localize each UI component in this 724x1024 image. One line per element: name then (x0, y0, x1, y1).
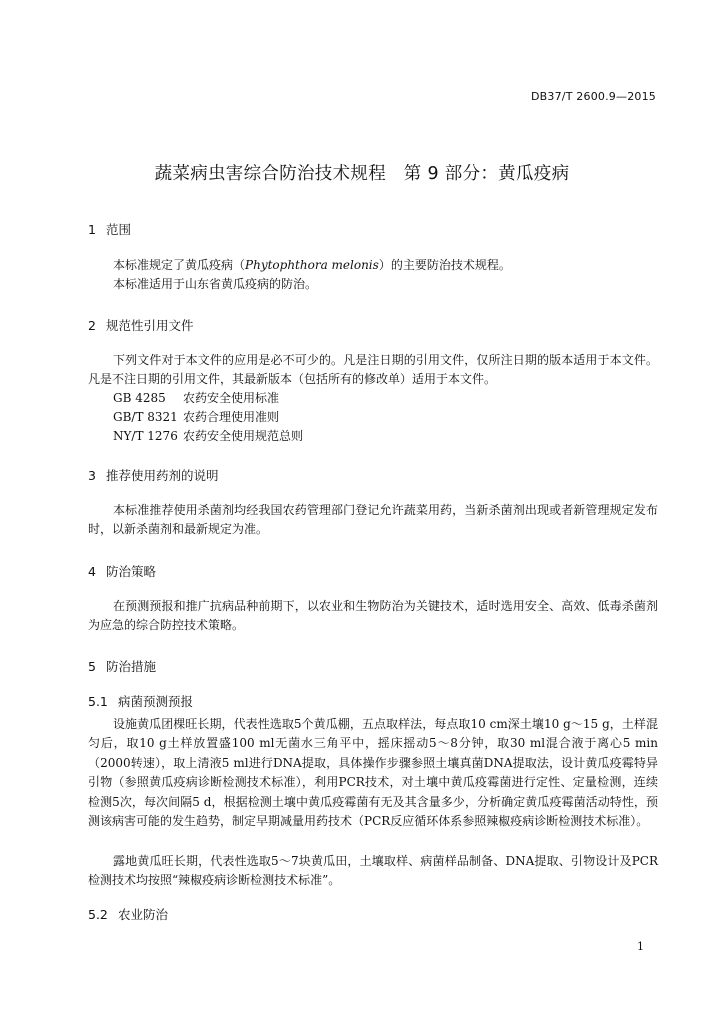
species-name: Phytophthora melonis (245, 258, 379, 272)
subsection-5-1-paragraph-2: 露地黄瓜旺长期，代表性选取5～7块黄瓜田，土壤取样、病菌样品制备、DNA提取、引物设计及PCR检测技术均按照“辣椒疫病诊断检测技术标准”。 (88, 854, 658, 888)
subsection-5-1-heading (88, 692, 193, 710)
subsection-title: 农业防治 (118, 907, 169, 922)
reference-item (113, 389, 279, 408)
section-number: 1 (88, 222, 96, 237)
reference-item (113, 408, 279, 427)
text-run: ）的主要防治技术规程。 (378, 258, 511, 272)
page-number: 1 (637, 940, 644, 953)
section-1-heading (88, 220, 131, 238)
section-1-paragraph-2: 本标准适用于山东省黄瓜疫病的防治。 (113, 277, 318, 291)
reference-name: 农药合理使用准则 (183, 410, 280, 424)
section-4-paragraph: 在预测预报和推广抗病品种前期下，以农业和生物防治为关键技术，适时选用安全、高效、低毒杀菌剂为应急的综合防控技术策略。 (88, 599, 658, 633)
reference-name: 农药安全使用规范总则 (183, 429, 304, 443)
section-title: 范围 (106, 222, 132, 237)
subsection-number: 5.2 (88, 907, 108, 922)
subsection-5-1-paragraph-1: 设施黄瓜团棵旺长期，代表性选取5个黄瓜棚，五点取样法，每点取10 cm深土壤10 g～15 g，土样混匀后，取10 g土样放置盛100 ml无菌水三角平中，摇床摇动5～8分钟，取30 ml混合液于离心5 min（2000转速），取上清液5 ml进行DNA提取，具体操作步骤参照土壤真菌DNA提取法，设计黄瓜疫霉特异引物（参照黄瓜疫病诊断检测技术标准），利用PCR技术，对土壤中黄瓜疫霉菌进行定性、定量检测，连续检测5次，每次间隔5 d，根据检测土壤中黄瓜疫霉菌有无及其含量多少，分析确定黄瓜疫霉菌活动特性，预测该病害可能的发生趋势，制定早期减量用药技术（PCR反应循环体系参照辣椒疫病诊断检测技术标准）。 (88, 717, 658, 829)
document-number: DB37/T 2600.9—2015 (530, 90, 656, 103)
section-number: 3 (88, 468, 96, 483)
section-title: 推荐使用药剂的说明 (106, 468, 219, 483)
reference-code: GB 4285 (113, 391, 166, 405)
section-2-intro: 下列文件对于本文件的应用是必不可少的。凡是注日期的引用文件，仅所注日期的版本适用于本文件。凡是不注日期的引用文件，其最新版本（包括所有的修改单）适用于本文件。 (88, 353, 658, 387)
section-1-paragraph-1 (88, 256, 658, 275)
reference-name: 农药安全使用标准 (183, 391, 280, 405)
section-title: 防治策略 (106, 564, 157, 579)
section-4-heading (88, 562, 156, 580)
section-3-heading (88, 466, 219, 484)
reference-item (113, 427, 303, 446)
section-number: 5 (88, 659, 96, 674)
section-number: 4 (88, 564, 96, 579)
section-title: 规范性引用文件 (106, 318, 194, 333)
section-2-heading (88, 316, 194, 334)
subsection-title: 病菌预测预报 (118, 694, 194, 709)
section-5-heading (88, 657, 156, 675)
section-3-paragraph: 本标准推荐使用杀菌剂均经我国农药管理部门登记允许蔬菜用药，当新杀菌剂出现或者新管理规定发布时，以新杀菌剂和最新规定为准。 (88, 503, 658, 537)
subsection-5-2-heading (88, 905, 168, 923)
section-number: 2 (88, 318, 96, 333)
section-title: 防治措施 (106, 659, 157, 674)
text-run: 本标准规定了黄瓜疫病（ (113, 258, 246, 272)
reference-code: GB/T 8321 (113, 410, 178, 424)
subsection-number: 5.1 (88, 694, 108, 709)
reference-code: NY/T 1276 (113, 429, 178, 443)
document-title: 蔬菜病虫害综合防治技术规程 第 9 部分：黄瓜疫病 (154, 164, 570, 184)
